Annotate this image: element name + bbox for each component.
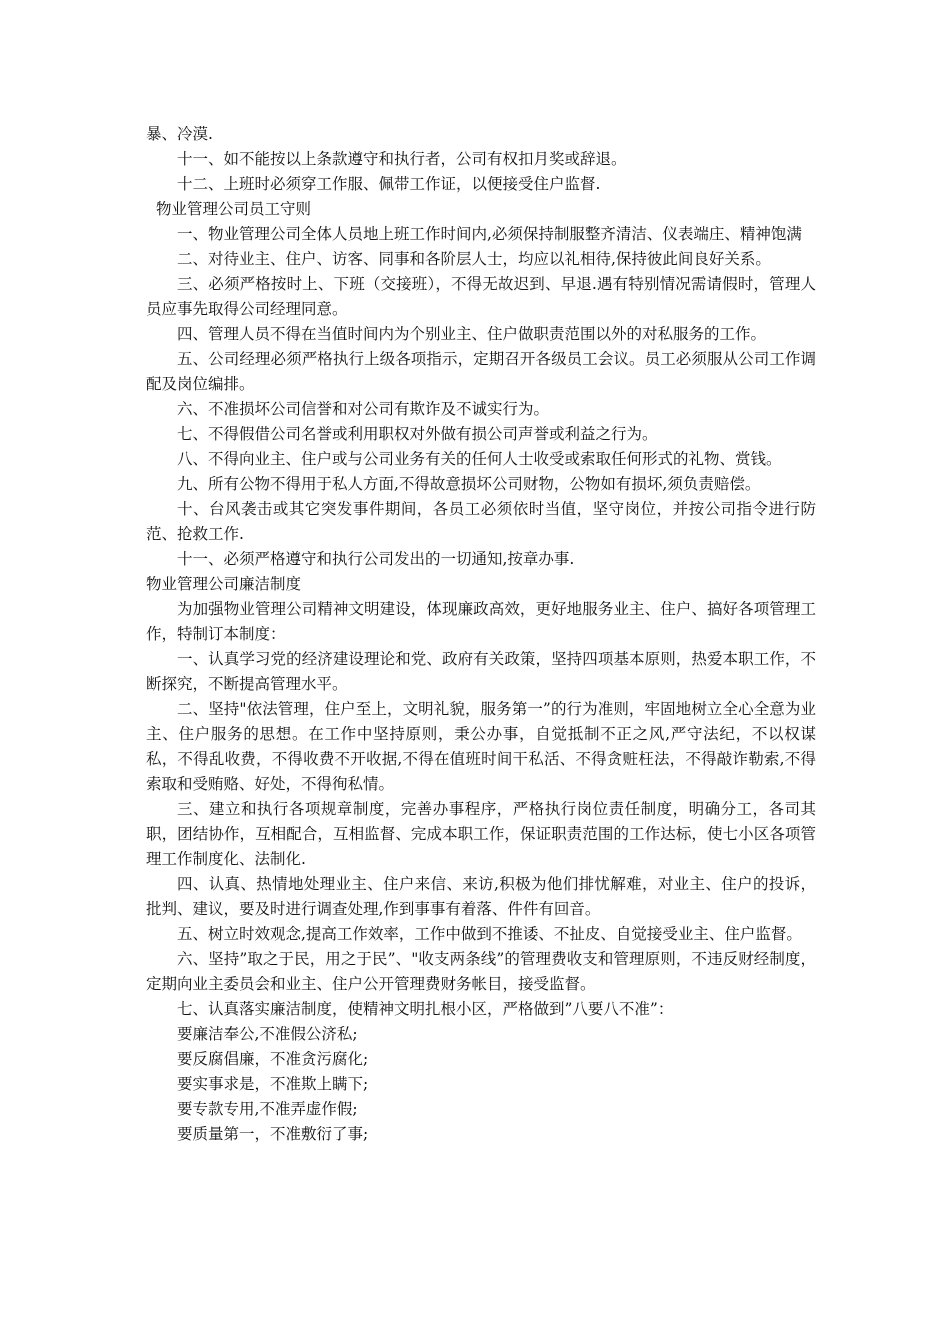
integrity-intro: 为加强物业管理公司精神文明建设，体现廉政高效，更好地服务业主、住户、搞好各项管理工作，特制订本制度： [146,600,816,643]
rule-item-11: 十一、如不能按以上条款遵守和执行者，公司有权扣月奖或辞退。 [177,150,627,168]
employee-rule-3: 三、必须严格按时上、下班（交接班），不得无故迟到、早退.遇有特别情况需请假时，管理人员应事先取得公司经理同意。 [146,275,816,318]
integrity-item-7: 七、认真落实廉洁制度，使精神文明扎根小区，严格做到”八要八不准”： [177,1000,674,1018]
section-heading-integrity-system: 物业管理公司廉洁制度 [146,575,302,593]
employee-rule-11: 十一、必须严格遵守和执行公司发出的一切通知,按章办事. [177,550,575,568]
section-heading-employee-rules: 物业管理公司员工守则 [156,200,312,218]
employee-rule-4: 四、管理人员不得在当值时间内为个别业主、住户做职责范围以外的对私服务的工作。 [177,325,767,343]
employee-rule-10: 十、台风袭击或其它突发事件期间，各员工必须依时当值，坚守岗位，并按公司指令进行防范、抢救工作. [146,500,816,543]
integrity-item-6: 六、坚持”取之于民，用之于民”、"收支两条线”的管理费收支和管理原则，不违反财经制度，定期向业主委员会和业主、住户公开管理费财务帐目，接受监督。 [146,950,816,993]
eight-musts-line-5: 要质量第一，不准敷衍了事; [177,1125,369,1143]
integrity-item-1: 一、认真学习党的经济建设理论和党、政府有关政策，坚持四项基本原则，热爱本职工作，不断探究，不断提高管理水平。 [146,650,816,693]
rule-item-12: 十二、上班时必须穿工作服、佩带工作证，以便接受住户监督. [177,175,601,193]
integrity-item-5: 五、树立时效观念,提高工作效率，工作中做到不推诿、不扯皮、自觉接受业主、住户监督。 [177,925,802,943]
document-body [146,122,816,1147]
paragraph-continuation: 暴、冷漠. [146,125,213,143]
integrity-item-3: 三、建立和执行各项规章制度，完善办事程序，严格执行岗位责任制度，明确分工，各司其职，团结协作，互相配合，互相监督、完成本职工作，保证职责范围的工作达标，使七小区各项管理工作制度化、法制化. [146,800,816,868]
employee-rule-5: 五、公司经理必须严格执行上级各项指示，定期召开各级员工会议。员工必须服从公司工作调配及岗位编排。 [146,350,816,393]
employee-rule-1: 一、物业管理公司全体人员地上班工作时间内,必须保持制服整齐清洁、仪表端庄、精神饱满 [177,225,802,243]
integrity-item-2: 二、坚持"依法管理，住户至上，文明礼貌，服务第一”的行为准则，牢固地树立全心全意为业主、住户服务的思想。在工作中坚持原则，秉公办事，自觉抵制不正之风,严守法纪，不以权谋私，不得乱收费，不得收费不开收据,不得在值班时间干私活、不得贪赃枉法，不得敲诈勒索,不得索取和受贿赂、好处，不得徇私情。 [146,700,816,793]
integrity-item-4: 四、认真、热情地处理业主、住户来信、来访,积极为他们排忧解难，对业主、住户的投诉，批判、建议，要及时进行调查处理,作到事事有着落、件件有回音。 [146,875,816,918]
eight-musts-line-3: 要实事求是，不准欺上瞒下; [177,1075,369,1093]
eight-musts-line-1: 要廉洁奉公,不准假公济私; [177,1025,358,1043]
employee-rule-7: 七、不得假借公司名誉或利用职权对外做有损公司声誉或利益之行为。 [177,425,658,443]
employee-rule-6: 六、不准损坏公司信誉和对公司有欺诈及不诚实行为。 [177,400,550,418]
employee-rule-8: 八、不得向业主、住户或与公司业务有关的任何人士收受或索取任何形式的礼物、赏钱。 [177,450,782,468]
eight-musts-line-2: 要反腐倡廉，不准贪污腐化; [177,1050,369,1068]
eight-musts-line-4: 要专款专用,不准弄虚作假; [177,1100,358,1118]
employee-rule-9: 九、所有公物不得用于私人方面,不得故意损坏公司财物，公物如有损坏,须负责赔偿。 [177,475,761,493]
employee-rule-2: 二、对待业主、住户、访客、同事和各阶层人士，均应以礼相待,保持彼此间良好关系。 [177,250,771,268]
